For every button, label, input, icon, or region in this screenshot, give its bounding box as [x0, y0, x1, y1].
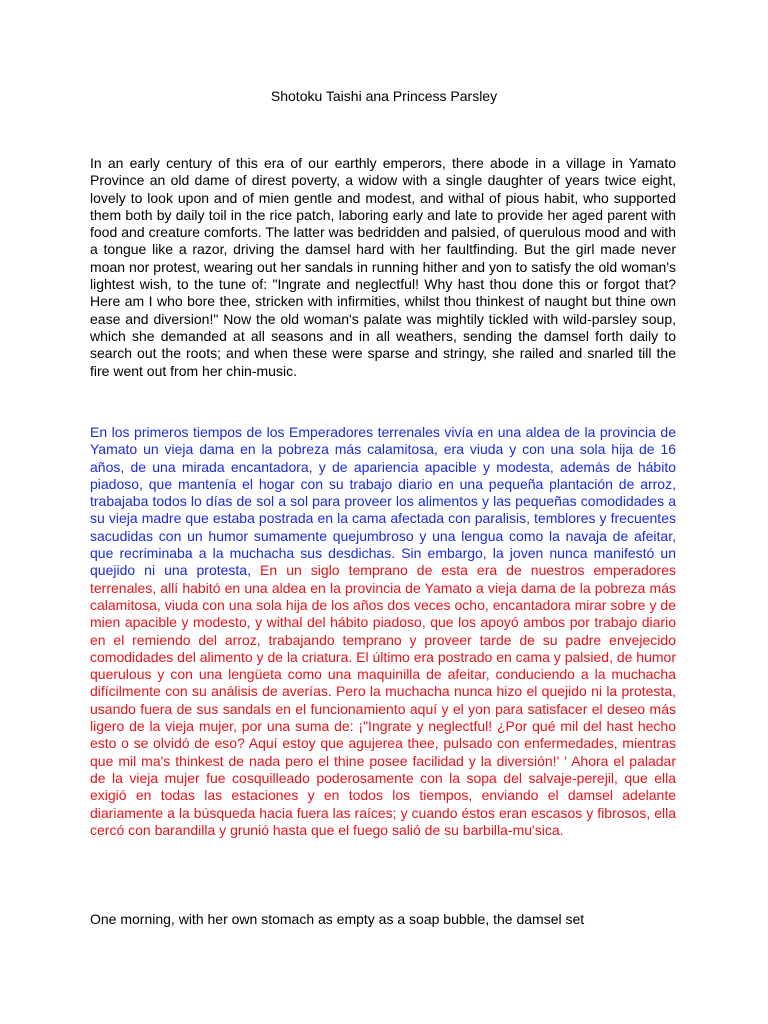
- machine-translation-text: En un siglo temprano de esta era de nuestros emperadores terrenales, allí habitó en una aldea en la provincia de Yamato a vieja dama de la pobreza más calamitosa, viuda con una sola hija de los años dos veces ocho, encantadora mirar sobre y de mien apacible y modesto, y withal del hábito piadoso, que los apoyó ambos por trabajo diario en el remiendo del arroz, trabajando temprano y proveer tarde de su padre envejecido comodidades del alimento y de la criatura. El último era postrado en cama y palsied, de humor querulous y con una lengüeta como una maquinilla de afeitar, conduciendo a la muchacha difícilmente con su análisis de averías. Pero la muchacha nunca hizo el quejido ni la protesta, usando fuera de sus sandals en el funcionamiento aquí y el yon para satisfacer el deseo más ligero de la vieja mujer, por una suma de: ¡"Ingrate y neglectful! ¿Por qué mil del hast hecho esto o se olvidó de eso? Aquí estoy que agujerea thee, pulsado con enfermedades, mientras que mil ma's thinkest de nada pero el thine posee facilidad y la diversión!' ' Ahora el paladar de la vieja mujer fue cosquilleado poderosamente con la sopa del salvaje-perejil, que ella exigió en todas las estaciones y en todos los tiempos, enviando el damsel adelante diariamente a la búsqueda hacia fuera las raíces; y cuando éstos eran escasos y fibrosos, ella cercó con barandilla y grunió hasta que el fuego salió de su barbilla-mu'sica.: [90, 562, 676, 838]
- spanish-paragraph: [90, 424, 676, 839]
- spanish-translation-text: En los primeros tiempos de los Emperadores terrenales vivía en una aldea de la provincia de Yamato un vieja dama en la pobreza más calamitosa, era viuda y con una sola hija de 16 años, de una mirada encantadora, y de apariencia apacible y modesta, además de hábito piadoso, que mantenía el hogar con su trabajo diario en una pequeña plantación de arroz, trabajaba todos lo días de sol a sol para proveer los alimentos y las pequeñas comodidades a su vieja madre que estaba postrada en la cama afectada con paralisis, temblores y frecuentes sacudidas con un humor sumamente quejumbroso y una lengua como la navaja de afeitar, que recriminaba a la muchacha sus desdichas. Sin embargo, la joven nunca manifestó un quejido ni una protesta,: [90, 424, 676, 579]
- english-paragraph-1: In an early century of this era of our earthly emperors, there abode in a village in Yamato Province an old dame of direst poverty, a widow with a single daughter of years twice eight, lovely to look upon and of mien gentle and modest, and withal of pious habit, who supported them both by daily toil in the rice patch, laboring early and late to provide her aged parent with food and creature comforts. The latter was bedridden and palsied, of querulous mood and with a tongue like a razor, driving the damsel hard with her faultfinding. But the girl made never moan nor protest, wearing out her sandals in running hither and yon to satisfy the old woman's lightest wish, to the tune of: "Ingrate and neglectful! Why hast thou done this or forgot that? Here am I who bore thee, stricken with infirmities, whilst thou thinkest of naught but thine own ease and diversion!" Now the old woman's palate was mightily tickled with wild-parsley soup, which she demanded at all seasons and in all weathers, sending the damsel forth daily to search out the roots; and when these were sparse and stringy, she railed and snarled till the fire went out from her chin-music.: [90, 155, 676, 379]
- english-paragraph-2: One morning, with her own stomach as empty as a soap bubble, the damsel set: [90, 911, 585, 927]
- document-title: Shotoku Taishi ana Princess Parsley: [270, 88, 498, 104]
